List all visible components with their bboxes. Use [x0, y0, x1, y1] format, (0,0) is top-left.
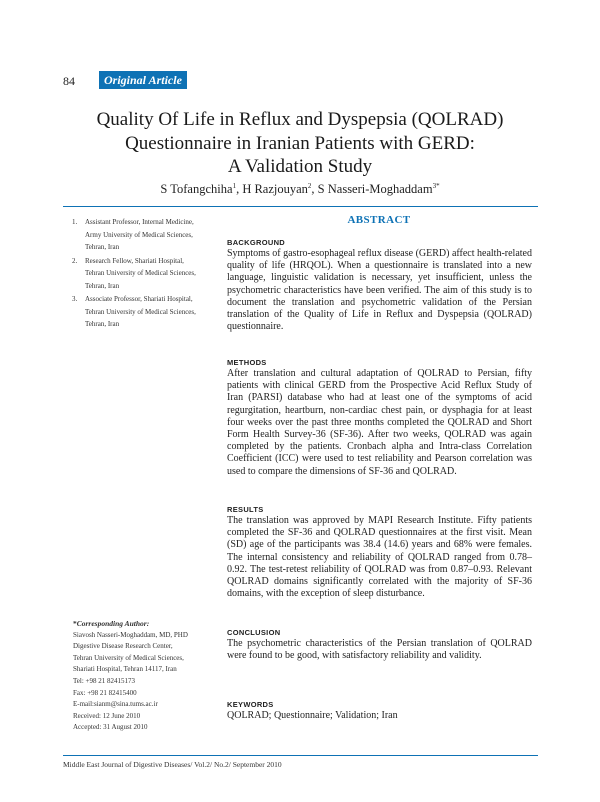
corresponding-email: E-mail:sianm@sina.tums.ac.ir — [73, 700, 158, 709]
section-heading: BACKGROUND — [227, 238, 285, 247]
section-text: The translation was approved by MAPI Research Institute. Fifty patients completed the SF-36 and QOLRAD questionnaires at the first visit. Mean (SD) age of the participants was 38.4 (14.6) years and 68% were females. The internal consistency and reliability of QOLRAD ranged from 0.78–0.92. The test-retest reliability of QOLRAD was from 0.87–0.93. Relevant QOLRAD domains significantly correlated with the majority of SF-36 domains, with the exception of sleep disturbance. — [227, 515, 532, 600]
received-date: Received: 12 June 2010 — [73, 711, 141, 720]
corresponding-line: Siavosh Nasseri-Moghaddam, MD, PHD — [73, 630, 188, 639]
affiliation-line: Tehran University of Medical Sciences, — [85, 269, 196, 277]
corresponding-line: Digestive Disease Research Center, — [73, 642, 173, 651]
affiliation-number: 3. — [72, 295, 78, 303]
abstract-background — [227, 237, 532, 333]
affiliation-line: Army University of Medical Sciences, — [85, 230, 193, 239]
section-text: Symptoms of gastro-esophageal reflux disease (GERD) affect health-related quality of life (HRQOL). When a questionnaire is translated into a new language, linguistic validation is necessary, yet insufficient, unless the psychometric characteristics have been verified. The aim of this study is to document the translation and psychometric validation of the Persian translation of the Quality of Life in Reflux and Dyspepsia (QOLRAD) questionnaire. — [227, 248, 532, 333]
affiliation-item — [63, 216, 220, 254]
title-line: A Validation Study — [227, 156, 373, 177]
author-affiliation-mark: 1 — [232, 182, 237, 190]
abstract-results — [227, 504, 532, 600]
affiliation-item — [63, 293, 220, 331]
abstract-box — [220, 206, 538, 756]
author-affiliation-mark: 2 — [307, 182, 312, 190]
section-heading: KEYWORDS — [227, 700, 274, 709]
author-affiliation-mark: 3* — [432, 182, 440, 190]
affiliation-line: Tehran University of Medical Sciences, — [85, 307, 196, 316]
author-name: S Nasseri-Moghaddam — [317, 182, 433, 197]
corresponding-line: Shariati Hospital, Tehran 14117, Iran — [73, 665, 177, 674]
affiliation-list — [63, 216, 220, 332]
affiliation-number: 2. — [72, 256, 78, 265]
corresponding-line: Tehran University of Medical Sciences, — [73, 653, 184, 662]
accepted-date: Accepted: 31 August 2010 — [73, 723, 148, 732]
article-type-badge: Original Article — [99, 71, 187, 89]
journal-footer: Middle East Journal of Digestive Diseases/ Vol.2/ No.2/ September 2010 — [63, 760, 282, 769]
sidebar-column — [63, 206, 220, 756]
corresponding-author-heading — [73, 618, 218, 630]
affiliation-item — [63, 255, 220, 293]
corresponding-author-block — [73, 618, 218, 734]
affiliation-line: Tehran, Iran — [85, 243, 120, 251]
corresponding-line: Fax: +98 21 82415400 — [73, 688, 137, 697]
affiliation-line: Assistant Professor, Internal Medicine, — [85, 218, 194, 226]
author-list: S Tofangchiha$^1$, H Razjouyan$^2$, S Nasseri-Moghaddam$^{3*}$ — [160, 182, 440, 197]
section-heading: RESULTS — [227, 505, 264, 514]
section-text: The psychometric characteristics of the Persian translation of QOLRAD were found to be good, with satisfactory reliability and validity. — [227, 638, 532, 662]
affiliation-line: Associate Professor, Shariati Hospital, — [85, 295, 193, 303]
abstract-conclusion — [227, 627, 532, 662]
title-line: Quality Of Life in Reflux and Dyspepsia (QOLRAD) — [96, 109, 504, 130]
section-heading: METHODS — [227, 358, 267, 367]
affiliation-line: Research Fellow, Shariati Hospital, — [85, 256, 184, 265]
page-number: 84 — [63, 74, 75, 88]
title-line: Questionnaire in Iranian Patients with GERD: — [125, 132, 475, 154]
affiliation-line: Tehran, Iran — [85, 281, 120, 290]
keywords-text: QOLRAD; Questionnaire; Validation; Iran — [227, 710, 398, 721]
author-name: S Tofangchiha — [160, 182, 233, 197]
abstract-title: ABSTRACT — [347, 214, 411, 226]
corresponding-heading-text: Corresponding Author: — [76, 619, 150, 628]
abstract-methods — [227, 357, 532, 478]
corresponding-line: Tel: +98 21 82415173 — [73, 676, 135, 685]
affiliation-number: 1. — [72, 218, 78, 226]
article-title — [40, 108, 560, 179]
corresponding-star: * — [73, 619, 77, 628]
section-heading: CONCLUSION — [227, 628, 281, 637]
affiliation-line: Tehran, Iran — [85, 320, 120, 328]
abstract-keywords — [227, 699, 532, 722]
author-name: H Razjouyan — [242, 182, 308, 197]
section-text: After translation and cultural adaptation of QOLRAD to Persian, fifty patients with clinical GERD from the Prospective Acid Reflux Study of Iran (PARSI) database who had at least one of the symptoms of acid regurgitation, heartburn, non-cardiac chest pain, or dysphagia for at least four weeks over the past three months completed the QOLRAD and Short Form Health Survey-36 (SF-36). After two weeks, QOLRAD was again completed by the patients. Cronbach alpha and Intra-class Correlation Coefficient (ICC) were used to test reliability and Pearson correlation was used to compare the dimensions of SF-36 and QOLRAD. — [227, 368, 532, 477]
